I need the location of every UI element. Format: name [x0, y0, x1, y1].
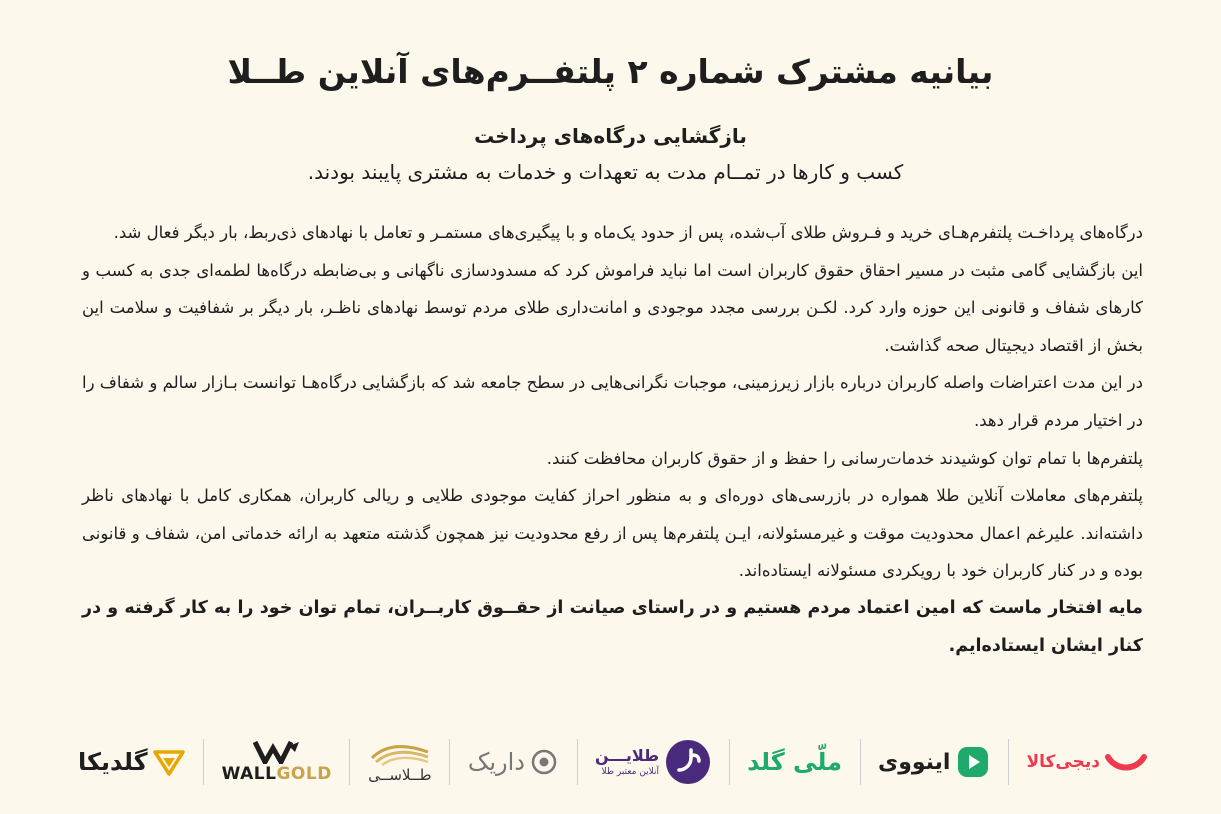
talasi-logo — [368, 732, 432, 792]
goldika-logo — [78, 732, 186, 792]
logo-divider — [577, 739, 578, 785]
logo-divider — [860, 739, 861, 785]
wallgold-logo — [222, 732, 332, 792]
goldika-diamond-icon — [152, 747, 186, 777]
daric-wordmark: داریک — [467, 748, 525, 776]
inowi-play-icon — [956, 745, 990, 779]
daric-coin-icon — [529, 747, 559, 777]
paragraph-4: پلتفرم‌ها با تمام توان کوشیدند خدمات‌رسانی را حفظ و از حقوق کاربران محافظت کنند. — [546, 448, 1143, 468]
logo-divider — [203, 739, 204, 785]
daric-logo — [468, 732, 559, 792]
talain-badge-icon — [665, 739, 711, 785]
inowi-logo — [878, 732, 990, 792]
logo-divider — [449, 739, 450, 785]
talasi-wave-icon — [368, 740, 432, 766]
paragraph-1: درگاه‌های پرداخـت پلتفرم‌هـای خرید و فـروش طلای آب‌شده، پس از حدود یک‌ماه و با پیگیری‌های مستمـر و تعامل با نهادهای ذی‌ربط، بار دیگر فعال شد. — [113, 223, 1143, 242]
logo-divider — [729, 739, 730, 785]
inowi-wordmark: اینووی — [878, 749, 951, 775]
paragraph-5: پلتفرم‌های معاملات آنلاین طلا همواره در بازرسی‌های دوره‌ای و به منظور احراز کفایت موجودی طلایی و ریالی کاربران، همکاری کامل با نهادهای ناظر داشته‌اند. علیرغم اعمال محدودیت موقت و غیرمسئولانه، ایـن پلتفرم‌ها پس از رفع محدودیت نیز همچون گذشته متعهد به ارائه خدماتی امن، شفاف و قانونی بوده و در کنار کاربران خود با رویکردی مسئولانه ایستاده‌اند. — [82, 486, 1143, 581]
partner-logos — [78, 732, 1148, 792]
page-title: بیانیه مشترک شماره ۲ پلتفــرم‌های آنلاین طــلا — [227, 52, 994, 91]
digikala-logo — [1026, 732, 1148, 792]
melligold-logo — [747, 732, 842, 792]
closing-statement: مایه افتخار ماست که امین اعتماد مردم هستیم و در راستای صیانت از حقــوق کاربــران، تمام توان خود را به کار گرفته و در کنار ایشان ایستاده‌ایم. — [82, 597, 1143, 656]
talain-tagline: آنلاین معتبر طلا — [601, 767, 660, 777]
logo-divider — [349, 739, 350, 785]
logo-divider — [1008, 739, 1009, 785]
wallgold-gold: GOLD — [276, 764, 332, 784]
subtitle: بازگشایی درگاه‌های پرداخت — [474, 124, 747, 148]
digikala-wordmark: دیجی‌کالا — [1026, 752, 1100, 772]
paragraph-2: این بازگشایی گامی مثبت در مسیر احقاق حقوق کاربران است اما نباید فراموش کرد که مسدودسازی ناگهانی و بی‌ضابطه درگاه‌ها لطمه‌ای جدی به کسب و کارهای شفاف و قانونی این حوزه وارد کرد. لکـن بررسی مجدد موجودی و امانت‌داری طلای مردم توسط نهادهای ناظـر، بار دیگر بر شفافیت و سلامت این بخش از اقتصاد دیجیتال صحه گذاشت. — [82, 260, 1143, 355]
talain-wordmark: طلایـــن — [595, 746, 660, 765]
digikala-smile-icon — [1104, 751, 1148, 773]
goldika-wordmark: گلدیکا — [78, 748, 148, 776]
paragraph-3: در این مدت اعتراضات واصله کاربران درباره بازار زیرزمینی، موجبات نگرانی‌هایی در سطح جامعه شد که بازگشایی درگاه‌هـا توانست بـازار سالم و شفاف را در اختیار مردم قرار دهد. — [82, 373, 1143, 430]
talain-logo — [595, 732, 711, 792]
statement-body — [82, 214, 1143, 665]
wallgold-mark-icon — [253, 740, 301, 764]
melligold-wordmark: ملّی گلد — [747, 748, 842, 776]
wallgold-wall: WALL — [221, 764, 277, 784]
subline: کسب و کارها در تمــام مدت به تعهدات و خدمات به مشتری پایبند بودند. — [307, 160, 904, 184]
talasi-wordmark: طــلاســی — [368, 766, 432, 784]
